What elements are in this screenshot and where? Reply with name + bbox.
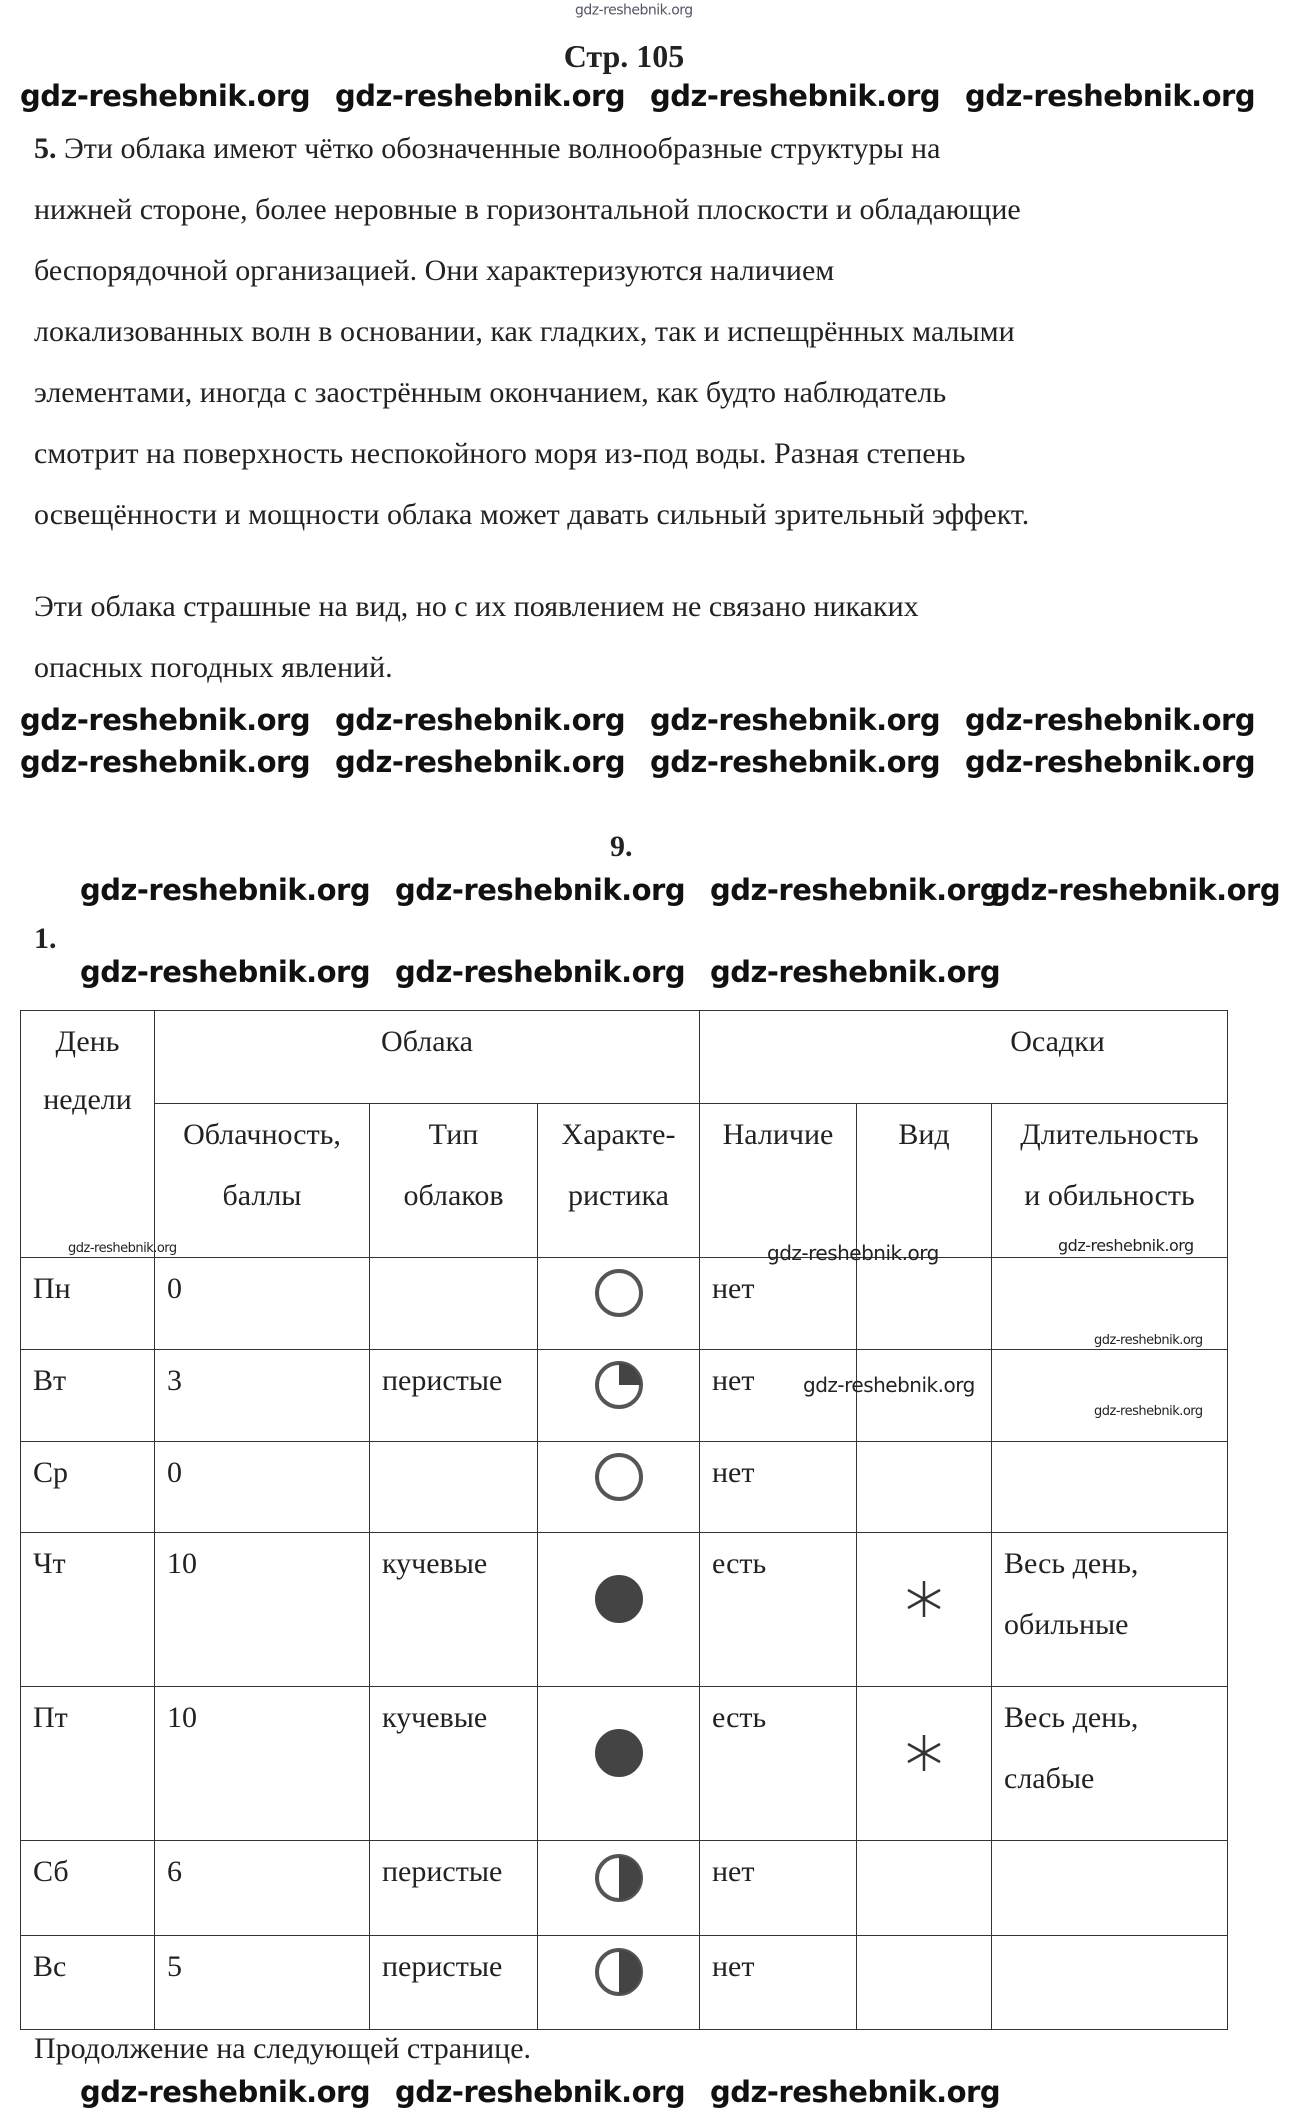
header-text: и обильность <box>1024 1179 1195 1212</box>
day-cell: Пн <box>21 1258 155 1350</box>
watermark: gdz-reshebnik.org <box>20 703 311 737</box>
text-line: Эти облака страшные на вид, но с их появлением не связано никаких <box>34 590 919 623</box>
kind-cell <box>857 1841 992 1936</box>
day-header <box>21 1011 155 1258</box>
cloudiness-header <box>155 1104 370 1258</box>
task5-text <box>34 118 1234 545</box>
header-text: Вид <box>898 1118 950 1151</box>
presence-header <box>700 1104 857 1258</box>
header-text: недели <box>43 1083 132 1116</box>
kind-cell <box>857 1936 992 2030</box>
table-row <box>21 1533 1228 1687</box>
cloud-cover-icon <box>593 1451 645 1503</box>
watermark: gdz-reshebnik.org <box>20 79 311 113</box>
watermark: gdz-reshebnik.org <box>710 955 1001 989</box>
text-line: смотрит на поверхность неспокойного моря из-под воды. Разная степень <box>34 437 966 470</box>
characteristic-cell <box>538 1442 700 1533</box>
duration-header <box>992 1104 1228 1258</box>
presence-cell: нет <box>700 1936 857 2030</box>
table-row <box>21 1258 1228 1350</box>
presence-cell: нет <box>700 1350 857 1442</box>
section-number: 9. <box>610 830 633 863</box>
watermark: gdz-reshebnik.org <box>710 2075 1001 2109</box>
cloud-cover-icon <box>593 1946 645 1998</box>
type-cell: перистые <box>370 1841 538 1936</box>
watermark-small: gdz-reshebnik.org <box>767 1241 939 1265</box>
header-text: День <box>55 1025 120 1058</box>
header-text: Длительность <box>1020 1118 1199 1151</box>
watermark-small: gdz-reshebnik.org <box>1058 1236 1194 1256</box>
header-text: Характе- <box>561 1118 676 1151</box>
header-text: Облачность, <box>183 1118 341 1151</box>
text-line: локализованных волн в основании, как гладких, так и испещрённых малыми <box>34 315 1015 348</box>
watermark: gdz-reshebnik.org <box>335 79 626 113</box>
header-text: баллы <box>222 1179 302 1212</box>
watermark: gdz-reshebnik.org <box>335 703 626 737</box>
table-subheader-row <box>21 1104 1228 1258</box>
watermark: gdz-reshebnik.org <box>965 703 1256 737</box>
day-cell: Сб <box>21 1841 155 1936</box>
characteristic-cell <box>538 1841 700 1936</box>
watermark: gdz-reshebnik.org <box>650 703 941 737</box>
type-cell: перистые <box>370 1350 538 1442</box>
score-cell: 0 <box>155 1442 370 1533</box>
day-cell: Ср <box>21 1442 155 1533</box>
footer-note: Продолжение на следующей странице. <box>34 2032 532 2065</box>
score-cell: 10 <box>155 1687 370 1841</box>
table-row <box>21 1936 1228 2030</box>
header-text: Тип <box>428 1118 479 1151</box>
kind-cell <box>857 1687 992 1841</box>
type-cell: перистые <box>370 1936 538 2030</box>
score-cell: 10 <box>155 1533 370 1687</box>
text-line: элементами, иногда с заострённым окончанием, как будто наблюдатель <box>34 376 947 409</box>
watermark-small: gdz-reshebnik.org <box>68 1240 177 1256</box>
type-cell: кучевые <box>370 1533 538 1687</box>
watermark: gdz-reshebnik.org <box>80 873 371 907</box>
table-row <box>21 1841 1228 1936</box>
characteristic-cell <box>538 1533 700 1687</box>
duration-cell <box>992 1841 1228 1936</box>
snow-icon <box>904 1579 944 1619</box>
watermark-small: gdz-reshebnik.org <box>1094 1332 1203 1348</box>
watermark: gdz-reshebnik.org <box>710 873 1001 907</box>
header-text: Наличие <box>722 1118 834 1151</box>
day-cell: Вт <box>21 1350 155 1442</box>
day-cell: Вс <box>21 1936 155 2030</box>
characteristic-cell <box>538 1350 700 1442</box>
table-header-row <box>21 1011 1228 1104</box>
duration-text: Весь день, <box>1004 1547 1139 1580</box>
table-row <box>21 1442 1228 1533</box>
table-row <box>21 1350 1228 1442</box>
characteristic-cell <box>538 1687 700 1841</box>
watermark-small: gdz-reshebnik.org <box>1094 1403 1203 1419</box>
duration-cell <box>992 1687 1228 1841</box>
presence-cell: есть <box>700 1533 857 1687</box>
duration-cell <box>992 1533 1228 1687</box>
watermark: gdz-reshebnik.org <box>335 745 626 779</box>
type-cell <box>370 1442 538 1533</box>
duration-cell <box>992 1936 1228 2030</box>
kind-header <box>857 1104 992 1258</box>
presence-cell: нет <box>700 1442 857 1533</box>
watermark: gdz-reshebnik.org <box>395 2075 686 2109</box>
kind-cell <box>857 1258 992 1350</box>
kind-cell <box>857 1442 992 1533</box>
text-line-content: Эти облака имеют чётко обозначенные волнообразные структуры на <box>64 132 941 165</box>
watermark: gdz-reshebnik.org <box>80 2075 371 2109</box>
task-number-1: 1. <box>34 922 57 955</box>
duration-text: обильные <box>1004 1608 1129 1641</box>
day-cell: Чт <box>21 1533 155 1687</box>
watermark: gdz-reshebnik.org <box>965 745 1256 779</box>
characteristic-cell <box>538 1258 700 1350</box>
header-text: облаков <box>403 1179 504 1212</box>
watermark: gdz-reshebnik.org <box>650 79 941 113</box>
header-text: ристика <box>568 1179 669 1212</box>
type-cell <box>370 1258 538 1350</box>
duration-text: слабые <box>1004 1762 1095 1795</box>
text-line: нижней стороне, более неровные в горизонтальной плоскости и обладающие <box>34 193 1021 226</box>
characteristic-header <box>538 1104 700 1258</box>
presence-cell: нет <box>700 1841 857 1936</box>
text-line: опасных погодных явлений. <box>34 651 393 684</box>
text-line <box>34 118 1234 179</box>
score-cell: 5 <box>155 1936 370 2030</box>
watermark: gdz-reshebnik.org <box>80 955 371 989</box>
header-watermark: gdz-reshebnik.org <box>575 2 693 19</box>
precipitation-header: Осадки <box>700 1011 1228 1104</box>
duration-text: Весь день, <box>1004 1701 1139 1734</box>
characteristic-cell <box>538 1936 700 2030</box>
cloud-cover-icon <box>593 1573 645 1625</box>
watermark: gdz-reshebnik.org <box>395 873 686 907</box>
table-row <box>21 1687 1228 1841</box>
task-number: 5. <box>34 132 57 165</box>
text-line: освещённости и мощности облака может давать сильный зрительный эффект. <box>34 498 1030 531</box>
presence-cell: есть <box>700 1687 857 1841</box>
duration-cell <box>992 1442 1228 1533</box>
score-cell: 6 <box>155 1841 370 1936</box>
watermark: gdz-reshebnik.org <box>395 955 686 989</box>
cloud-cover-icon <box>593 1852 645 1904</box>
watermark: gdz-reshebnik.org <box>20 745 311 779</box>
watermark: gdz-reshebnik.org <box>965 79 1256 113</box>
watermark: gdz-reshebnik.org <box>650 745 941 779</box>
watermark-small: gdz-reshebnik.org <box>803 1373 975 1397</box>
watermark: gdz-reshebnik.org <box>990 873 1281 907</box>
duration-cell <box>992 1350 1228 1442</box>
cloud-cover-icon <box>593 1727 645 1779</box>
kind-cell <box>857 1533 992 1687</box>
snow-icon <box>904 1733 944 1773</box>
type-cell: кучевые <box>370 1687 538 1841</box>
page-title: Стр. 105 <box>563 38 685 74</box>
cloud-cover-icon <box>593 1359 645 1411</box>
task5-text-2 <box>34 576 1234 698</box>
score-cell: 0 <box>155 1258 370 1350</box>
day-cell: Пт <box>21 1687 155 1841</box>
text-line: беспорядочной организацией. Они характеризуются наличием <box>34 254 835 287</box>
clouds-header: Облака <box>155 1011 700 1104</box>
cloud-cover-icon <box>593 1267 645 1319</box>
weather-table <box>20 1010 1228 2030</box>
presence-cell: нет <box>700 1258 857 1350</box>
score-cell: 3 <box>155 1350 370 1442</box>
cloud-type-header <box>370 1104 538 1258</box>
